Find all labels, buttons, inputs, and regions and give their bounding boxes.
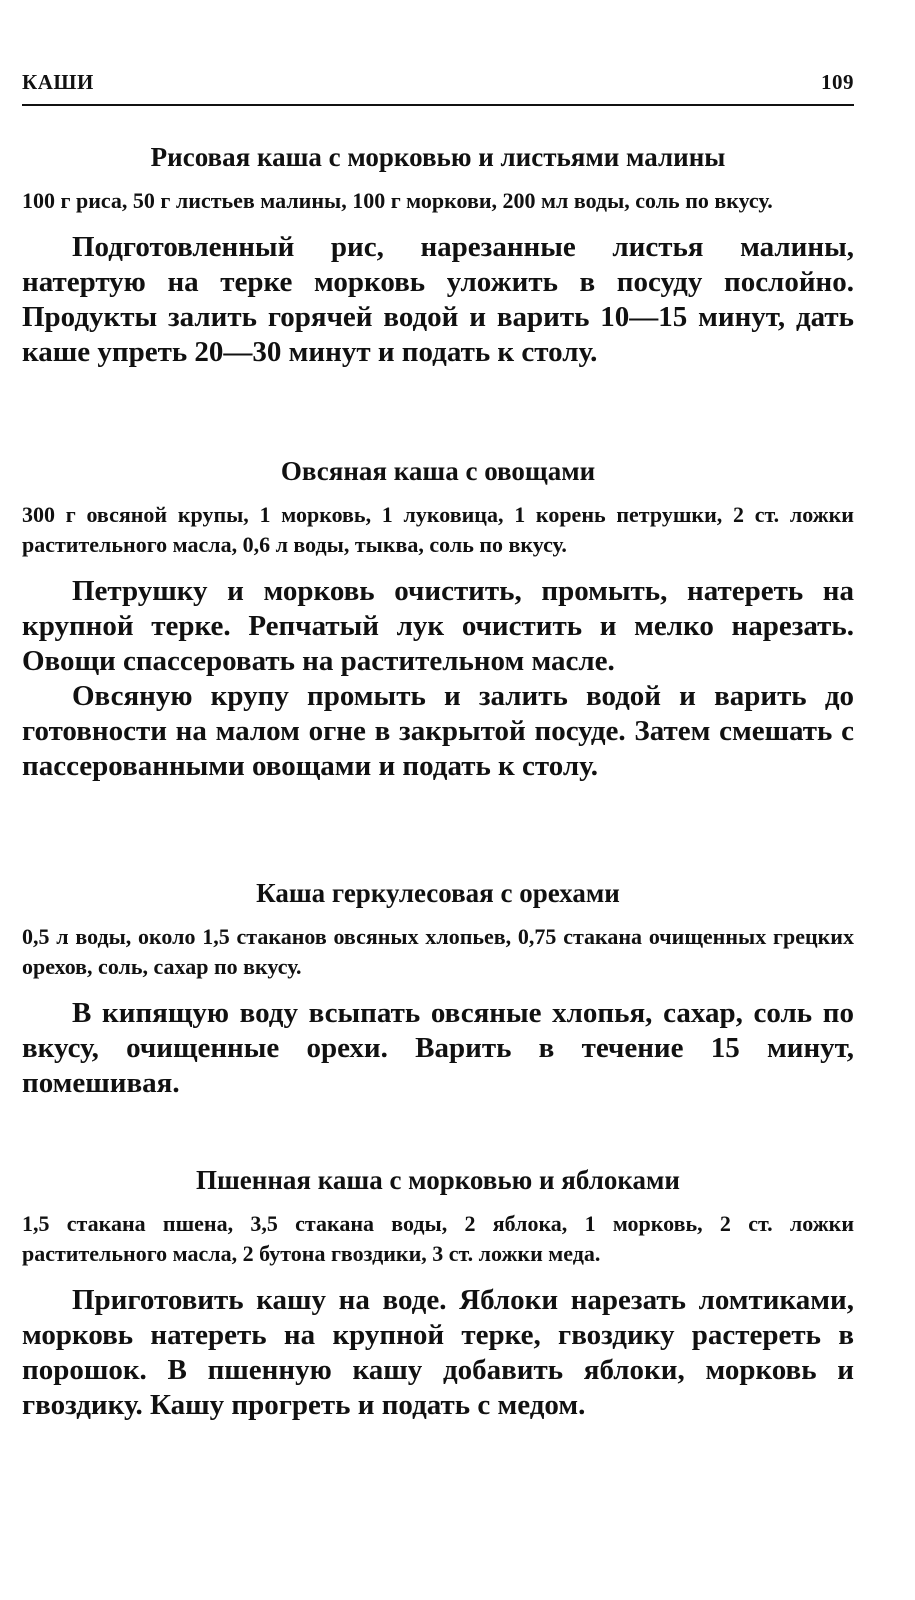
recipe-ingredients: 300 г овсяной крупы, 1 морковь, 1 луковица, 1 корень петрушки, 2 ст. ложки растительного масла, 0,6 л воды, тыква, соль по вкусу.: [22, 502, 854, 557]
recipe-method: [22, 574, 854, 784]
recipe-method: [22, 230, 854, 370]
recipe-title: Рисовая каша с морковью и листьями малины: [150, 142, 726, 172]
method-paragraph: Овсяную крупу промыть и залить водой и варить до готовности на малом огне в закрытой посуде. Затем смешать с пассерованными овощами и подать к столу.: [22, 680, 854, 782]
recipe-method: [22, 1283, 854, 1423]
method-paragraph: В кипящую воду всыпать овсяные хлопья, сахар, соль по вкусу, очищенные орехи. Варить в течение 15 минут, помешивая.: [22, 997, 854, 1099]
recipe-method: [22, 996, 854, 1101]
method-paragraph: Петрушку и морковь очистить, промыть, натереть на крупной терке. Репчатый лук очистить и мелко нарезать. Овощи спассеровать на растительном масле.: [22, 575, 854, 677]
method-paragraph: Приготовить кашу на воде. Яблоки нарезать ломтиками, морковь натереть на крупной терке, гвоздику растереть в порошок. В пшенную кашу добавить яблоки, морковь и гвоздику. Кашу прогреть и подать с медом.: [22, 1284, 854, 1421]
recipe-ingredients: 100 г риса, 50 г листьев малины, 100 г моркови, 200 мл воды, соль по вкусу.: [22, 188, 773, 213]
recipe-oat-porridge: [22, 454, 854, 784]
section-title: КАШИ: [22, 70, 94, 94]
recipe-title: Пшенная каша с морковью и яблоками: [196, 1165, 680, 1195]
method-paragraph: Подготовленный рис, нарезанные листья малины, натертую на терке морковь уложить в посуду послойно. Продукты залить горячей водой и варить 10—15 минут, дать каше упреть 20—30 минут и подать к столу.: [22, 231, 854, 368]
recipe-ingredients: 1,5 стакана пшена, 3,5 стакана воды, 2 яблока, 1 морковь, 2 ст. ложки растительного масла, 2 бутона гвоздики, 3 ст. ложки меда.: [22, 1211, 854, 1266]
recipe-millet-porridge: [22, 1163, 854, 1423]
page-number: 109: [821, 70, 854, 94]
recipe-title: Каша геркулесовая с орехами: [256, 878, 620, 908]
running-header: [22, 70, 854, 106]
recipe-rice-porridge: [22, 140, 854, 370]
recipe-ingredients: 0,5 л воды, около 1,5 стаканов овсяных хлопьев, 0,75 стакана очищенных грецких орехов, соль, сахар по вкусу.: [22, 924, 854, 979]
recipe-hercules-porridge: [22, 876, 854, 1101]
book-page: [22, 70, 854, 1421]
recipe-title: Овсяная каша с овощами: [280, 456, 596, 486]
